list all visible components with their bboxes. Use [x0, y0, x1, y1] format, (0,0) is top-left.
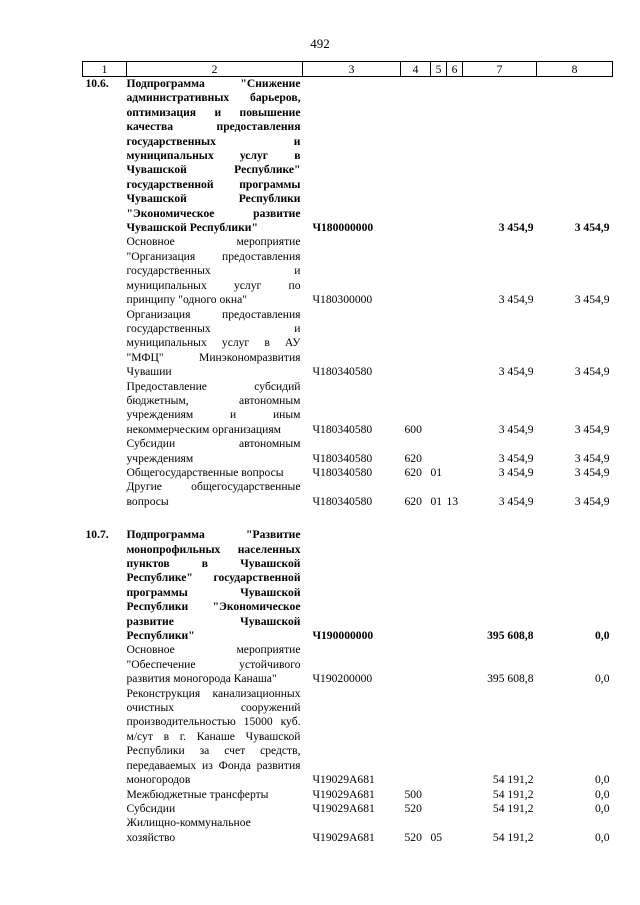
cell-name: Жилищно-коммунальное хозяйство — [126, 816, 251, 844]
cell-c4: 620 — [404, 465, 422, 479]
cell-code: Ч180340580 — [312, 451, 373, 465]
table-row — [83, 466, 613, 480]
header-cell: 5 — [431, 62, 447, 77]
cell-sum2: 3 454,9 — [574, 422, 610, 436]
cell-name: Организация предоставления государственных и муниципальных услуг в АУ "МФЦ" Минэкономразвития Чувашии — [126, 307, 301, 379]
section-spacer — [83, 509, 613, 528]
cell-c6 — [447, 77, 463, 236]
cell-sum1: 3 454,9 — [498, 365, 534, 379]
cell-name: Другие общегосударственные вопросы — [126, 480, 301, 508]
cell-name: Подпрограмма "Развитие монопрофильных населенных пунктов в Чувашской Республике" государственной программы Чувашской Республики "Экономическое развитие Чувашской Республики" — [126, 528, 301, 643]
table-row — [83, 308, 613, 380]
cell-name: Предоставление субсидий бюджетным, автономным учреждениям и иным некоммерческим организациям — [126, 379, 301, 436]
cell-sum1: 54 191,2 — [492, 787, 534, 801]
cell-sum2: 0,0 — [595, 629, 610, 643]
cell-c6 — [447, 802, 463, 816]
cell-num — [83, 235, 127, 307]
cell-num — [83, 437, 127, 466]
cell-sum1: 3 454,9 — [498, 451, 534, 465]
cell-c4 — [401, 528, 431, 643]
header-cell: 3 — [303, 62, 401, 77]
cell-c5: 01 — [430, 465, 443, 479]
cell-sum2: 3 454,9 — [574, 465, 610, 479]
cell-num: 10.6. — [85, 77, 109, 90]
cell-sum2: 3 454,9 — [574, 494, 610, 508]
cell-c5 — [431, 643, 447, 686]
cell-c5 — [431, 308, 447, 380]
cell-c5 — [431, 235, 447, 307]
cell-code: Ч180340580 — [312, 365, 373, 379]
table-row — [83, 788, 613, 802]
cell-num: 10.7. — [85, 528, 109, 542]
cell-num — [83, 380, 127, 438]
cell-c6 — [447, 308, 463, 380]
cell-code: Ч180340580 — [312, 494, 373, 508]
cell-sum2: 0,0 — [595, 773, 610, 787]
cell-num — [83, 816, 127, 845]
cell-c4: 520 — [404, 801, 422, 815]
cell-c6 — [447, 528, 463, 643]
table-row — [83, 380, 613, 438]
cell-c6 — [447, 687, 463, 788]
cell-c6: 13 — [446, 494, 459, 508]
header-cell: 1 — [83, 62, 127, 77]
cell-c6 — [447, 788, 463, 802]
header-cell: 4 — [401, 62, 431, 77]
cell-name: Основное мероприятие "Организация предоставления государственных и муниципальных услуг по принципу "одного окна" — [126, 235, 301, 307]
cell-c5 — [431, 437, 447, 466]
cell-c5 — [431, 528, 447, 643]
cell-sum1: 3 454,9 — [498, 422, 534, 436]
cell-sum1: 54 191,2 — [492, 773, 534, 787]
cell-num — [83, 466, 127, 480]
cell-c4: 600 — [404, 422, 422, 436]
table-row — [83, 235, 613, 307]
cell-name: Субсидии — [126, 801, 176, 815]
cell-name: Общегосударственные вопросы — [126, 465, 284, 479]
cell-code: Ч180340580 — [312, 465, 373, 479]
cell-code: Ч19029А681 — [312, 830, 375, 844]
cell-name: Основное мероприятие "Обеспечение устойчивого развития моногорода Канаша" — [126, 643, 301, 686]
cell-c4: 500 — [404, 787, 422, 801]
cell-num — [83, 308, 127, 380]
cell-c5 — [431, 380, 447, 438]
cell-num — [83, 643, 127, 686]
cell-c4 — [401, 235, 431, 307]
cell-c6 — [447, 466, 463, 480]
cell-c4: 620 — [404, 451, 422, 465]
cell-num — [83, 802, 127, 816]
cell-c6 — [447, 380, 463, 438]
cell-code: Ч190000000 — [312, 629, 374, 643]
cell-c5 — [431, 687, 447, 788]
cell-code: Ч180340580 — [312, 422, 373, 436]
cell-num — [83, 687, 127, 788]
budget-table — [82, 61, 613, 845]
cell-c4 — [401, 687, 431, 788]
cell-c6 — [447, 643, 463, 686]
cell-code: Ч180300000 — [312, 293, 373, 307]
header-cell: 6 — [447, 62, 463, 77]
cell-sum1: 3 454,9 — [498, 465, 534, 479]
cell-sum2: 0,0 — [595, 801, 610, 815]
cell-sum2: 3 454,9 — [574, 365, 610, 379]
cell-name: Реконструкция канализационных очистных сооружений производительностью 15000 куб. м/сут в г. Канаше Чувашской Республики за счет средств, передаваемых из Фонда развития моногородов — [126, 686, 301, 787]
table-row — [83, 687, 613, 788]
cell-num — [83, 480, 127, 509]
cell-sum1: 395 608,8 — [487, 672, 534, 686]
cell-sum1: 395 608,8 — [487, 629, 534, 643]
cell-sum2: 3 454,9 — [574, 221, 610, 235]
table-row — [83, 802, 613, 816]
cell-c6 — [447, 437, 463, 466]
cell-c4 — [401, 77, 431, 236]
cell-sum1: 3 454,9 — [498, 221, 534, 235]
cell-name: Субсидии автономным учреждениям — [126, 437, 301, 465]
cell-c5: 01 — [430, 494, 443, 508]
cell-num — [83, 788, 127, 802]
cell-c4: 620 — [404, 494, 422, 508]
cell-name: Межбюджетные трансферты — [126, 787, 269, 801]
table-body — [83, 77, 613, 846]
cell-code: Ч190200000 — [312, 672, 373, 686]
cell-sum1: 3 454,9 — [498, 494, 534, 508]
cell-c5 — [431, 788, 447, 802]
cell-sum2: 0,0 — [595, 830, 610, 844]
cell-code: Ч19029А681 — [312, 773, 375, 787]
header-cell: 7 — [463, 62, 537, 77]
table-row — [83, 77, 613, 236]
cell-c4: 520 — [404, 830, 422, 844]
cell-c6 — [447, 235, 463, 307]
table-row — [83, 437, 613, 466]
table-row — [83, 528, 613, 643]
table-row — [83, 480, 613, 509]
cell-sum2: 3 454,9 — [574, 293, 610, 307]
cell-c6 — [447, 816, 463, 845]
cell-name: Подпрограмма "Снижение административных барьеров, оптимизация и повышение качества предоставления государственных и муниципальных услуг в Чувашской Республике" государственной программы Чувашской Республики "Экономическое развитие Чувашской Республики" — [126, 77, 301, 235]
cell-sum1: 54 191,2 — [492, 801, 534, 815]
cell-sum2: 3 454,9 — [574, 451, 610, 465]
cell-c4 — [401, 308, 431, 380]
cell-code: Ч19029А681 — [312, 801, 375, 815]
header-row — [83, 62, 613, 77]
cell-sum2: 0,0 — [595, 787, 610, 801]
header-cell: 2 — [127, 62, 303, 77]
table-row — [83, 816, 613, 845]
cell-c5: 05 — [430, 830, 443, 844]
page-number: 492 — [310, 36, 330, 51]
cell-code: Ч19029А681 — [312, 787, 375, 801]
cell-c4 — [401, 643, 431, 686]
cell-c5 — [431, 802, 447, 816]
cell-sum2: 0,0 — [595, 672, 610, 686]
cell-code: Ч180000000 — [312, 221, 374, 235]
header-cell: 8 — [537, 62, 613, 77]
cell-sum1: 3 454,9 — [498, 293, 534, 307]
cell-sum1: 54 191,2 — [492, 830, 534, 844]
cell-c5 — [431, 77, 447, 236]
table-row — [83, 643, 613, 686]
